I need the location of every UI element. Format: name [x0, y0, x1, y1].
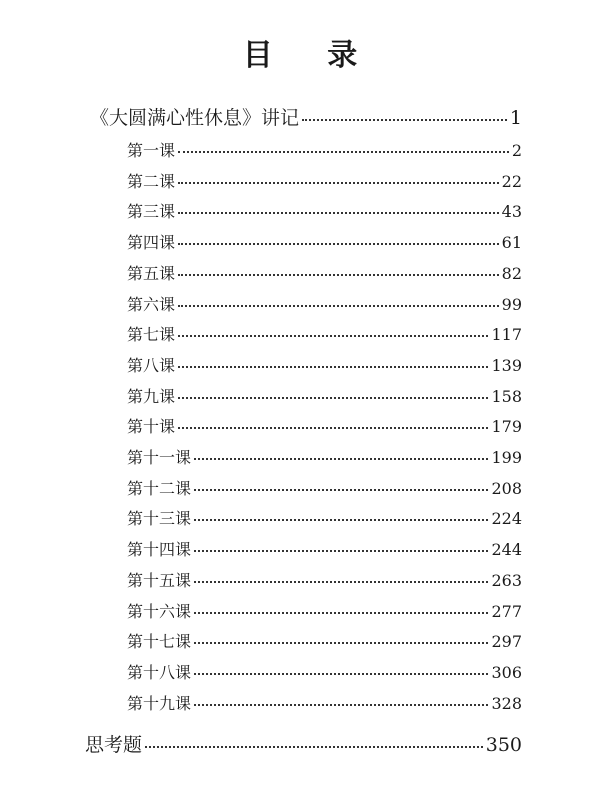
toc-page-number: 179: [491, 417, 522, 437]
toc-entry-label: 第九课: [127, 386, 176, 406]
toc-page-number: 277: [491, 601, 522, 621]
toc-page-number: 82: [501, 263, 522, 283]
toc-entry-lesson[interactable]: [127, 599, 522, 622]
dot-leader: [178, 355, 488, 371]
dot-leader: [194, 693, 488, 709]
toc-entry-lesson[interactable]: [127, 445, 522, 468]
toc-entry-label: 第十三课: [127, 509, 192, 529]
toc-entry-questions[interactable]: [85, 730, 522, 757]
dot-leader: [194, 662, 488, 678]
toc-entry-lesson[interactable]: [127, 230, 522, 253]
toc-entry-lesson[interactable]: [127, 476, 522, 499]
toc-entry-label: 思考题: [85, 734, 143, 756]
toc-page-number: 43: [501, 202, 522, 222]
toc-page-number: 297: [491, 632, 522, 652]
toc-page-number: 1: [509, 107, 522, 129]
dot-leader: [194, 570, 488, 586]
dot-leader: [178, 201, 499, 217]
toc-entry-label: 第十七课: [127, 632, 192, 652]
toc-page-number: 350: [485, 734, 522, 756]
toc-entry-label: 第五课: [127, 263, 176, 283]
toc-page-number: 61: [501, 233, 522, 253]
dot-leader: [178, 416, 488, 432]
toc-entry-lesson[interactable]: [127, 537, 522, 560]
toc-page-number: 328: [491, 693, 522, 713]
toc-entry-lesson[interactable]: [127, 506, 522, 529]
toc-entry-label: 《大圆满心性休息》讲记: [90, 107, 300, 129]
toc-entry-label: 第十一课: [127, 448, 192, 467]
dot-leader: [178, 232, 499, 248]
dot-leader: [194, 631, 488, 647]
toc-page-number: 22: [501, 171, 522, 191]
toc-entry-label: 第一课: [127, 141, 176, 160]
dot-leader: [178, 324, 488, 340]
dot-leader: [178, 294, 499, 310]
toc-entry-lesson[interactable]: [127, 660, 522, 683]
dot-leader: [178, 263, 499, 279]
toc-page-number: 139: [491, 355, 522, 375]
toc-entry-lesson[interactable]: [127, 353, 522, 376]
dot-leader: [194, 539, 488, 555]
toc-page-number: 199: [491, 448, 522, 467]
toc-entry-label: 第四课: [127, 233, 176, 253]
toc-entry-label: 第十五课: [127, 570, 192, 590]
dot-leader: [145, 732, 483, 751]
toc-page-number: 158: [491, 386, 522, 406]
toc-entry-label: 第十八课: [127, 662, 192, 682]
toc-entry-lesson[interactable]: [127, 414, 522, 437]
toc-entry-label: 第八课: [127, 355, 176, 375]
dot-leader: [178, 386, 488, 402]
toc-entry-label: 第十六课: [127, 601, 192, 621]
dot-leader: [194, 601, 488, 617]
toc-entry-label: 第二课: [127, 171, 176, 191]
dot-leader: [194, 508, 488, 524]
toc-entry-lesson[interactable]: [127, 384, 522, 407]
dot-leader: [194, 447, 488, 463]
toc-entry-label: 第七课: [127, 325, 176, 345]
dot-leader: [302, 105, 507, 124]
toc-entry-label: 第十九课: [127, 693, 192, 713]
toc-entry-label: 第十二课: [127, 478, 192, 498]
toc-entry-lesson[interactable]: [127, 261, 522, 284]
toc-entry-lesson[interactable]: [127, 169, 522, 192]
toc-page-number: 117: [491, 325, 522, 345]
toc-entry-lesson[interactable]: [127, 292, 522, 315]
toc-entry-label: 第六课: [127, 294, 176, 314]
toc-page-number: 208: [491, 478, 522, 498]
toc-entry-lesson[interactable]: [127, 691, 522, 714]
dot-leader: [178, 140, 509, 156]
toc-entry-label: 第十四课: [127, 540, 192, 560]
toc-entry-label: 第十课: [127, 417, 176, 437]
toc-entry-lesson[interactable]: [127, 629, 522, 652]
toc-entry-lesson[interactable]: [127, 199, 522, 222]
toc-page-number: 306: [491, 662, 522, 682]
toc-entry-lesson[interactable]: [127, 138, 522, 161]
toc-entry-lesson[interactable]: [127, 322, 522, 345]
toc-page-number: 224: [491, 509, 522, 529]
toc-page-number: 244: [491, 540, 522, 560]
toc-page-number: 263: [491, 570, 522, 590]
toc-page-number: 99: [501, 294, 522, 314]
toc-entry-part[interactable]: [90, 103, 522, 130]
toc-page-number: 2: [511, 141, 522, 160]
dot-leader: [178, 171, 499, 187]
toc-entry-label: 第三课: [127, 202, 176, 222]
page-title: 目 录: [242, 38, 380, 73]
dot-leader: [194, 478, 488, 494]
toc-entry-lesson[interactable]: [127, 568, 522, 591]
